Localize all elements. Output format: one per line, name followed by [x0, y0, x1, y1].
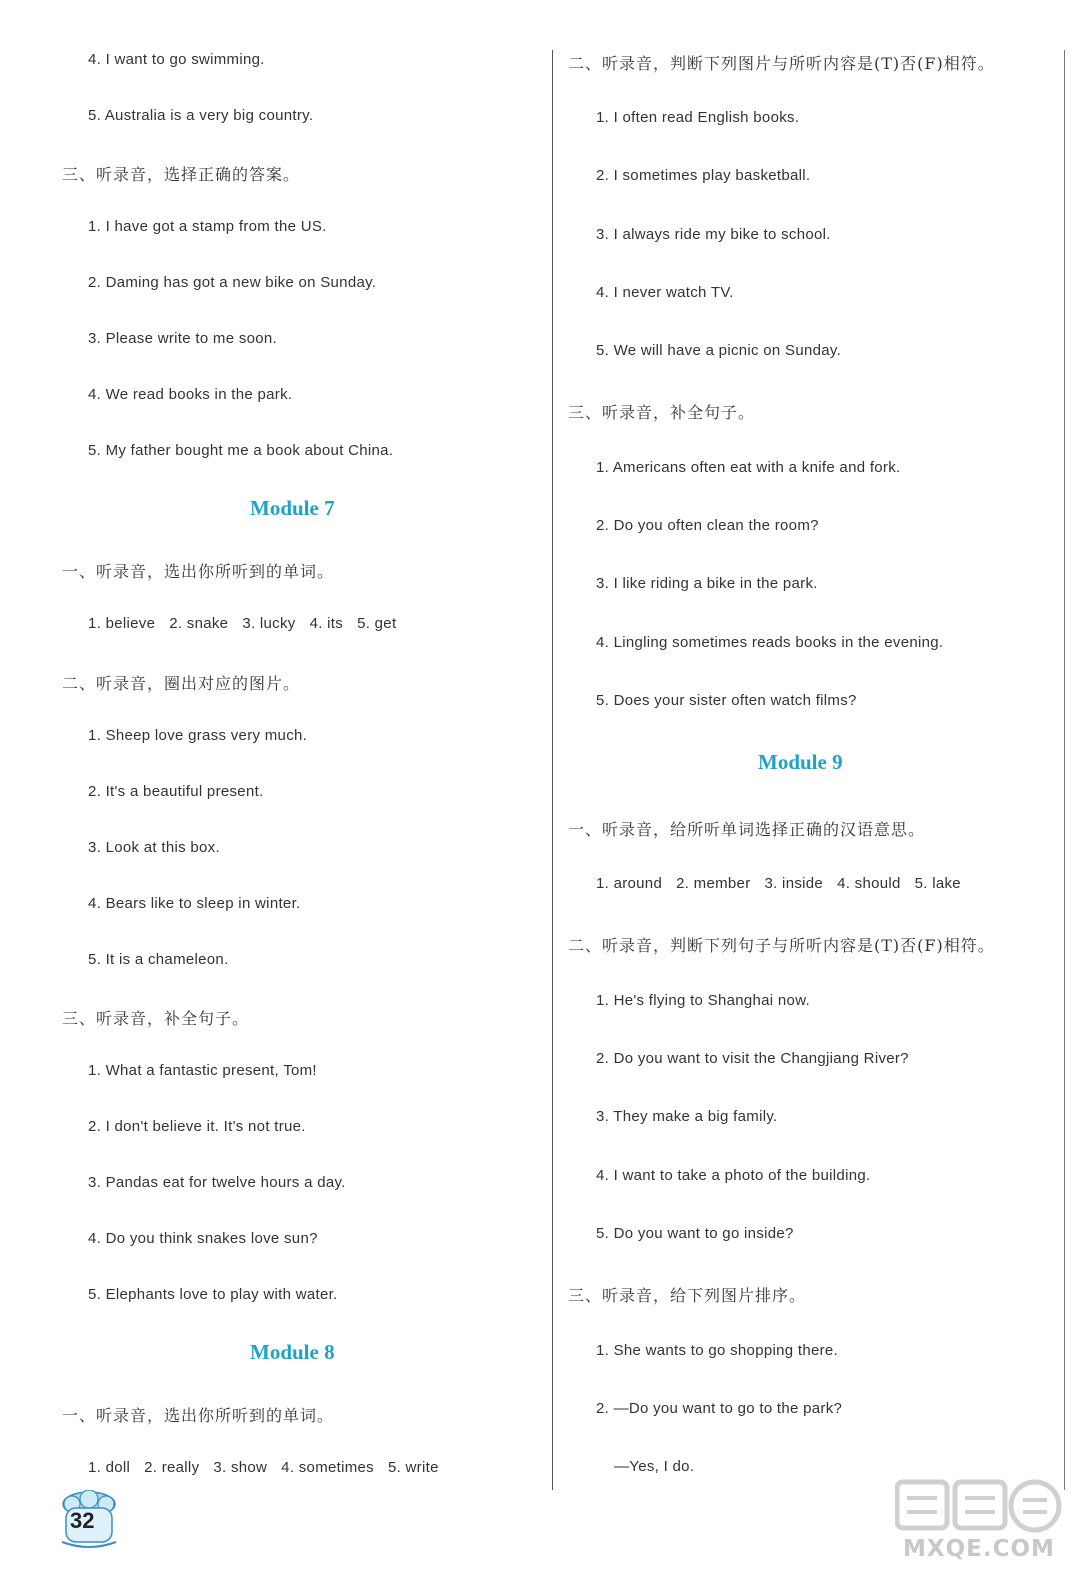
word-item: 3. show [213, 1459, 268, 1476]
answer-line: 4. I want to go swimming. [88, 51, 265, 68]
answer-line: 1. She wants to go shopping there. [596, 1342, 839, 1359]
watermark-text: MXQE.COM [903, 1536, 1055, 1562]
answer-line: 3. I always ride my bike to school. [596, 226, 831, 243]
answer-line: 3. Pandas eat for twelve hours a day. [88, 1174, 346, 1191]
answer-line: 4. I never watch TV. [596, 284, 734, 301]
word-item: 5. lake [914, 875, 961, 892]
answer-line: 1. I have got a stamp from the US. [88, 218, 327, 235]
word-item: 1. doll [88, 1459, 131, 1476]
answer-line: 5. It is a chameleon. [88, 951, 229, 968]
section-heading: 一、听录音，选出你所听到的单词。 [62, 1406, 335, 1425]
word-item: 4. sometimes [281, 1459, 374, 1476]
word-item: 5. write [387, 1459, 439, 1476]
word-item: 4. its [309, 615, 344, 632]
answer-line: 4. Lingling sometimes reads books in the evening. [596, 634, 944, 651]
word-item: 4. should [837, 875, 901, 892]
word-item: 2. member [676, 875, 751, 892]
section-heading: 二、听录音，圈出对应的图片。 [62, 674, 301, 693]
answer-line: 1. Sheep love grass very much. [88, 727, 308, 744]
section-heading: 三、听录音，给下列图片排序。 [568, 1286, 807, 1305]
answer-line: 2. Daming has got a new bike on Sunday. [88, 274, 377, 291]
answer-line: 5. We will have a picnic on Sunday. [596, 342, 842, 359]
answer-line: 1. Americans often eat with a knife and fork. [596, 459, 901, 476]
word-item: 3. lucky [242, 615, 296, 632]
answer-line: —Yes, I do. [614, 1458, 695, 1475]
answer-line: 3. I like riding a bike in the park. [596, 575, 818, 592]
answer-line: 3. They make a big family. [596, 1108, 778, 1125]
section-heading: 一、听录音，给所听单词选择正确的汉语意思。 [568, 820, 926, 839]
answer-line: 2. Do you often clean the room? [596, 517, 819, 534]
answer-line: 2. —Do you want to go to the park? [596, 1400, 843, 1417]
answer-line: 4. Bears like to sleep in winter. [88, 895, 301, 912]
answer-line: 3. Look at this box. [88, 839, 220, 856]
word-list [596, 875, 975, 892]
module-title: Module 8 [250, 1340, 335, 1364]
word-item: 1. around [596, 875, 663, 892]
answer-line: 1. I often read English books. [596, 109, 800, 126]
answer-line: 3. Please write to me soon. [88, 330, 278, 347]
answer-line: 5. My father bought me a book about China. [88, 442, 394, 459]
section-heading: 一、听录音，选出你所听到的单词。 [62, 562, 335, 581]
word-item: 2. really [144, 1459, 200, 1476]
word-item: 2. snake [169, 615, 229, 632]
column-divider [552, 50, 553, 1490]
word-list [88, 615, 410, 632]
section-heading: 二、听录音，判断下列句子与所听内容是(T)否(F)相符。 [568, 936, 995, 955]
word-item: 3. inside [764, 875, 824, 892]
answer-line: 2. Do you want to visit the Changjiang River? [596, 1050, 909, 1067]
word-item: 1. believe [88, 615, 156, 632]
answer-line: 1. What a fantastic present, Tom! [88, 1062, 317, 1079]
word-item: 5. get [357, 615, 397, 632]
section-heading: 二、听录音，判断下列图片与所听内容是(T)否(F)相符。 [568, 54, 995, 73]
section-heading: 三、听录音，补全句子。 [568, 403, 756, 422]
answer-line: 5. Elephants love to play with water. [88, 1286, 338, 1303]
section-heading: 三、听录音，补全句子。 [62, 1009, 250, 1028]
page-number: 32 [70, 1508, 95, 1533]
answer-line: 4. I want to take a photo of the building. [596, 1167, 871, 1184]
module-title: Module 9 [758, 750, 843, 774]
answer-line: 2. I don't believe it. It's not true. [88, 1118, 306, 1135]
answer-line: 2. It's a beautiful present. [88, 783, 264, 800]
answer-line: 2. I sometimes play basketball. [596, 167, 811, 184]
answer-line: 1. He's flying to Shanghai now. [596, 992, 810, 1009]
page-right-border [1064, 50, 1065, 1490]
word-list [88, 1459, 453, 1476]
answer-line: 4. We read books in the park. [88, 386, 293, 403]
section-heading: 三、听录音，选择正确的答案。 [62, 165, 301, 184]
answer-line: 4. Do you think snakes love sun? [88, 1230, 318, 1247]
answer-line: 5. Do you want to go inside? [596, 1225, 794, 1242]
answer-line: 5. Australia is a very big country. [88, 107, 314, 124]
answer-line: 5. Does your sister often watch films? [596, 692, 857, 709]
module-title: Module 7 [250, 496, 335, 520]
